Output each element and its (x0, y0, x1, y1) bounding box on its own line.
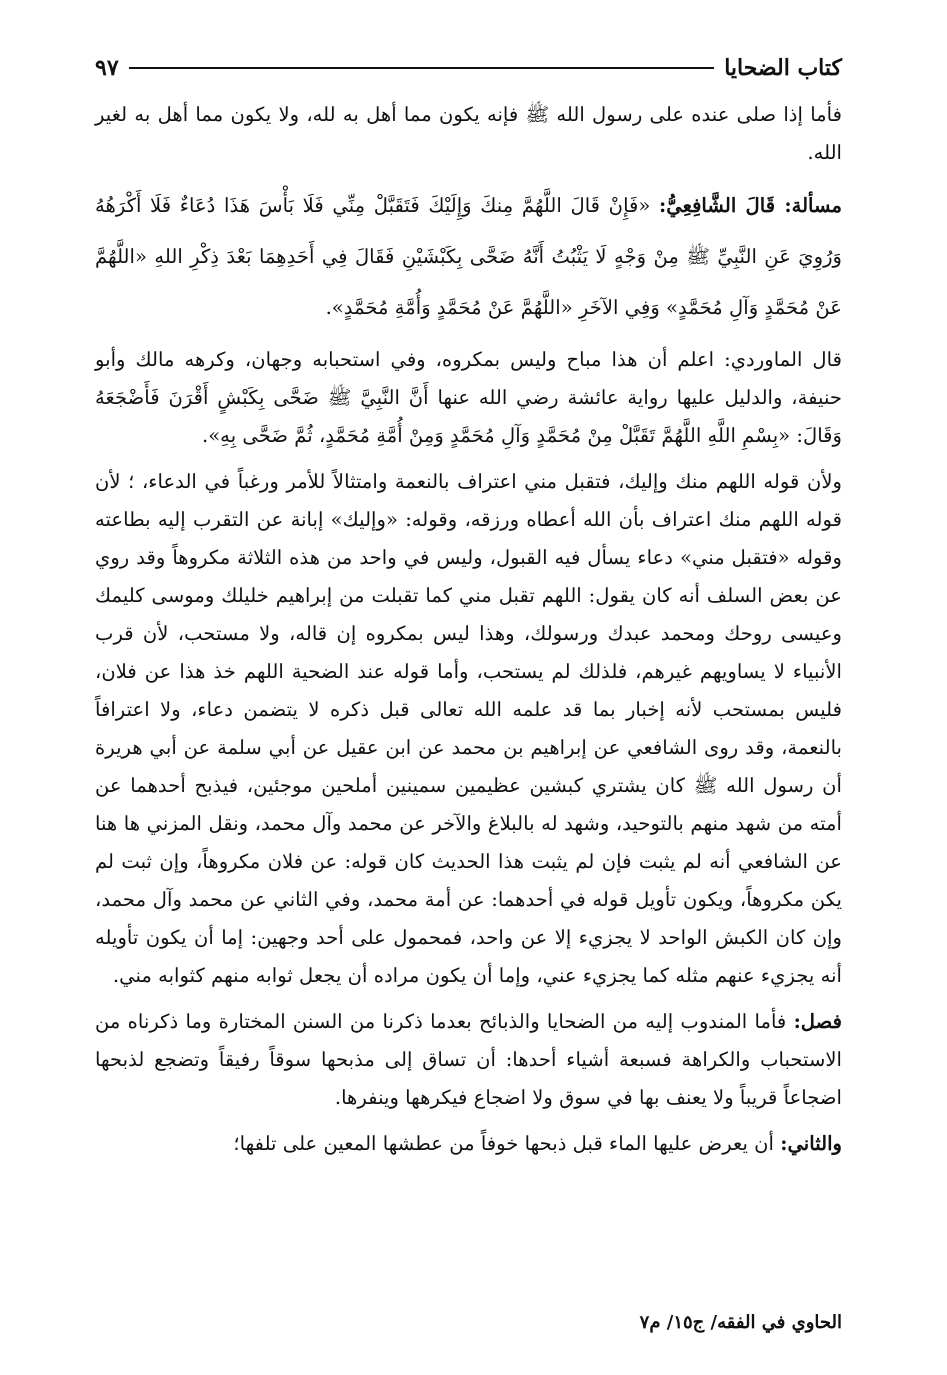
paragraph-text: «فَإِنْ قَالَ اللَّهُمَّ مِنكَ وَإِلَيْكَ فَتَقَبَّلْ مِنِّي فَلَا بَأْسَ هَذَا دُعَاءٌ فَلَا أَكْرَهُهُ وَرُوِيَ عَنِ النَّبِيِّ ﷺ مِنْ وَجْهٍ لَا يَثْبُتُ أَنَّهُ ضَحَّى بِكَبْشَيْنِ فَقَالَ فِي أَحَدِهِمَا بَعْدَ ذِكْرِ اللهِ «اللَّهُمَّ عَنْ مُحَمَّدٍ وَآلِ مُحَمَّدٍ» وَفِي الآخَرِ «اللَّهُمَّ عَنْ مُحَمَّدٍ وَأُمَّةِ مُحَمَّدٍ». (95, 194, 842, 319)
paragraph-second (95, 1125, 842, 1163)
paragraph-intro (95, 96, 842, 172)
footer-signature: الحاوي في الفقه/ ج١٥/ م٧ (639, 1312, 842, 1333)
book-page (95, 48, 842, 1335)
body-text (95, 96, 842, 1163)
page-header (95, 48, 842, 88)
book-title: كتاب الضحايا (724, 55, 842, 81)
paragraph-masala (95, 180, 842, 333)
paragraph-text: ولأن قوله اللهم منك وإليك، فتقبل مني اعتراف بالنعمة وامتثالاً للأمر ورغباً في الدعاء، ؛ لأن قوله اللهم منك اعتراف بأن الله أعطاه ورزقه، وقوله: «وإليك» إبانة عن التقرب إليه بطاعته وقوله «فتقبل مني» دعاء يسأل فيه القبول، وليس في واحد من هذه الثلاثة مكروهاً وقد روي عن بعض السلف أنه كان يقول: اللهم تقبل مني كما تقبلت من إبراهيم خليلك وموسى كليمك وعيسى روحك ومحمد عبدك ورسولك، وهذا ليس بمكروه إن قاله، ولا مستحب، لأن قرب الأنبياء لا يساويهم غيرهم، فلذلك لم يستحب، وأما قوله عند الضحية اللهم خذ هذا عن فلان، فليس بمستحب لأنه إخبار بما قد علمه الله تعالى قبل ذكره لا يتضمن دعاء، ولا اعترافاً بالنعمة، وقد روى الشافعي عن إبراهيم بن محمد عن ابن عقيل عن أبي سلمة عن أبي هريرة أن رسول الله ﷺ كان يشتري كبشين عظيمين سمينين أملحين موجئين، فيذبح أحدهما عن أمته من شهد منهم بالتوحيد، وشهد له بالبلاغ والآخر عن محمد وآل محمد، ونقل المزني ها هنا عن الشافعي أنه لم يثبت فإن لم يثبت هذا الحديث كان قوله: عن فلان مكروهاً، وإن ثبت لم يكن مكروهاً، ويكون تأويل قوله في أحدهما: عن أمة محمد، وفي الثاني عن محمد وآل محمد، وإن كان الكبش الواحد لا يجزيء إلا عن واحد، فمحمول على أحد وجهين: إما أن يكون تأويله أنه يجزيء عنهم مثله كما يجزيء عني، وإما أن يكون مراده أن يجعل ثوابه منهم كثوابه مني. (95, 470, 842, 987)
header-rule (129, 67, 715, 69)
paragraph-text: فأما المندوب إليه من الضحايا والذبائح بعدما ذكرنا من السنن المختارة وما ذكرناه من الاستحباب والكراهة فسبعة أشياء أحدها: أن تساق إلى مذبحها سوقاً رفيقاً وتضجع لذبحها اضجاعاً قريباً ولا يعنف بها في سوق ولا اضجاع فيكرهها وينفرها. (95, 1010, 842, 1109)
second-heading: والثاني: (780, 1132, 842, 1155)
paragraph-text: فأما إذا صلى عنده على رسول الله ﷺ فإنه يكون مما أهل به لله، ولا يكون مما أهل به لغير الله. (95, 103, 842, 164)
paragraph-text: أن يعرض عليها الماء قبل ذبحها خوفاً من عطشها المعين على تلفها؛ (233, 1132, 774, 1155)
paragraph-fasl (95, 1003, 842, 1117)
paragraph-discussion (95, 463, 842, 995)
page-number: ٩٧ (95, 55, 119, 81)
fasl-heading: فصل: (793, 1010, 842, 1033)
masala-heading: مسألة: قَالَ الشَّافِعِيُّ: (659, 194, 842, 217)
paragraph-mawardi (95, 341, 842, 455)
paragraph-text: قال الماوردي: اعلم أن هذا مباح وليس بمكروه، وفي استحبابه وجهان، وكرهه مالك وأبو حنيفة، والدليل عليها رواية عائشة رضي الله عنها أَنَّ النَّبِيَّ ﷺ ضَحَّى بِكَبْشٍ أَقْرَنَ فَأَضْجَعَهُ وَقَالَ: «بِسْمِ اللَّهِ اللَّهُمَّ تَقَبَّلْ مِنْ مُحَمَّدٍ وَآلِ مُحَمَّدٍ وَمِنْ أُمَّةِ مُحَمَّدٍ، ثُمَّ ضَحَّى بِهِ». (95, 348, 842, 447)
